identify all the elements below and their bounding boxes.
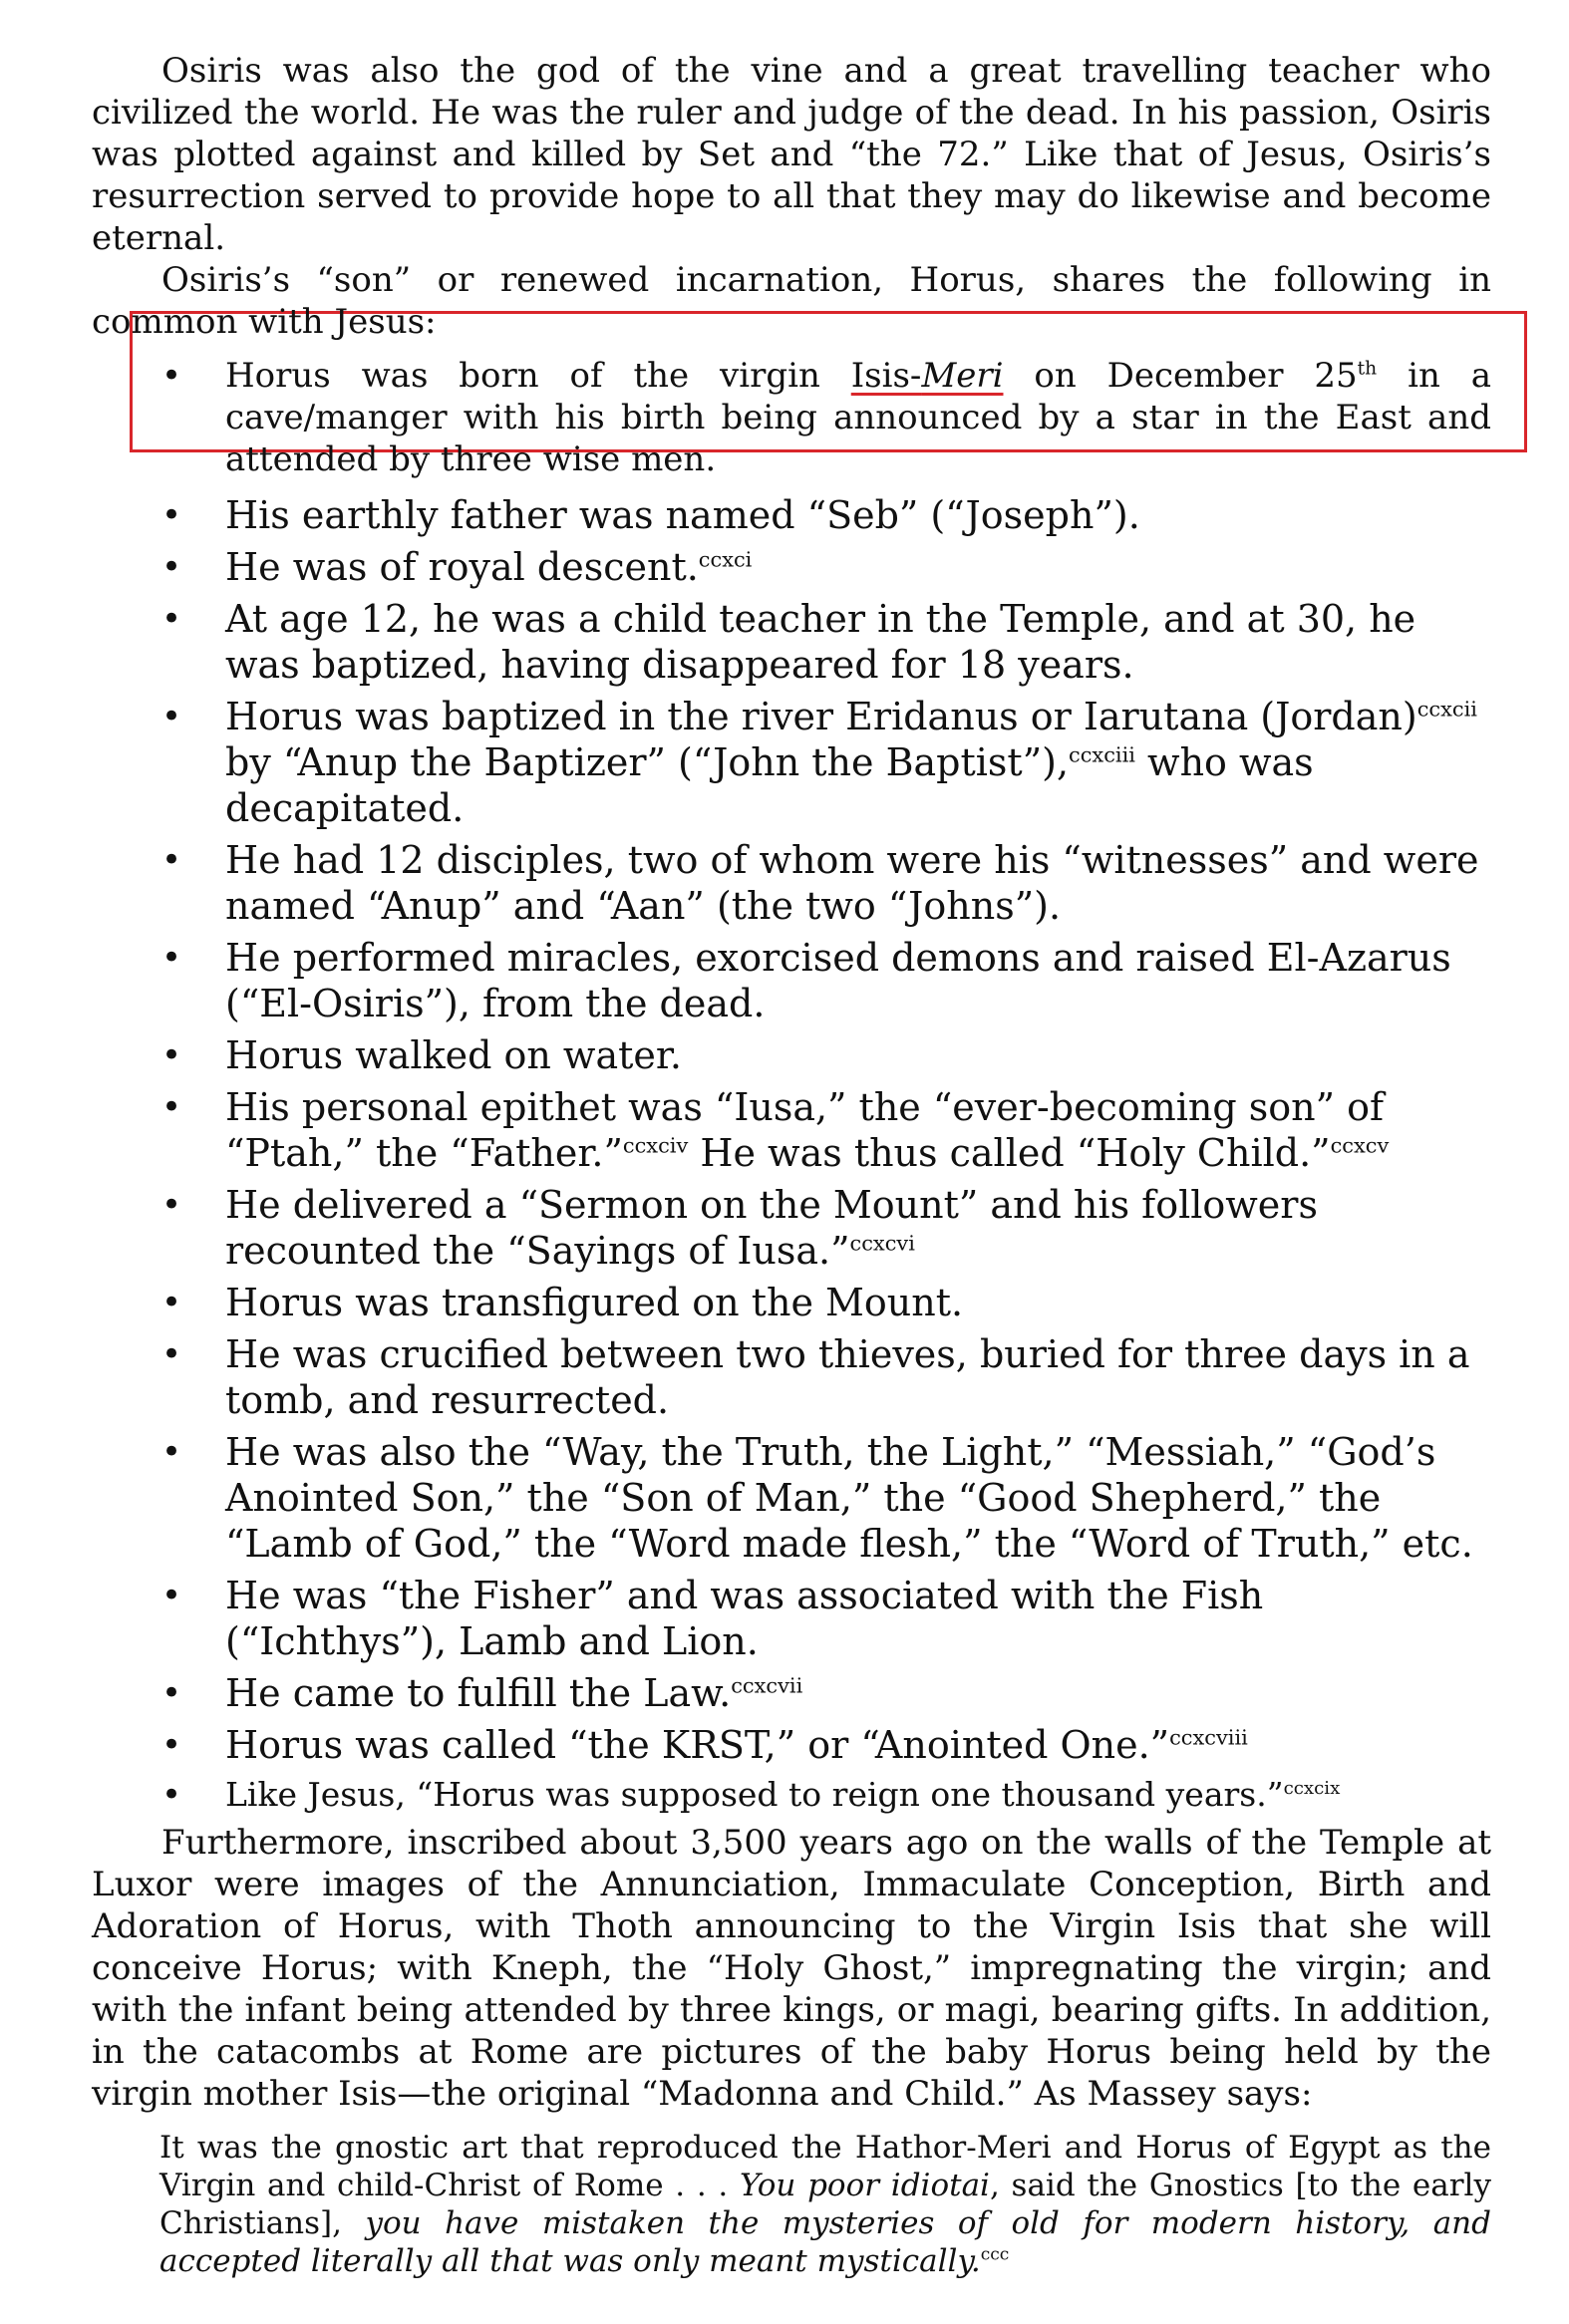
bullet-icon: • xyxy=(161,840,182,880)
outro-paragraph: Furthermore, inscribed about 3,500 years ago on the walls of the Temple at Luxor were images of the Annunciation, Immaculate Conception, Birth and Adoration of Horus, with Thoth announcing to the Virgin Isis that she will conceive Horus; with Kneph, the “Holy Ghost,” impregnating the virgin; and with the infant being attended by three kings, or magi, bearing gifts. In addition, in the catacombs at Rome are pictures of the baby Horus being held by the virgin mother Isis—the original “Madonna and Child.” As Massey says: xyxy=(92,1823,1491,2114)
block-quote: It was the gnostic art that reproduced the Hathor-Meri and Horus of Egypt as the Virgin and child-Christ of Rome . . . You poor idiotai, said the Gnostics [to the early Christians], you have mistaken the mysteries of old for modern history, and accepted literally all that was only meant mystically.$^{ccc}$ xyxy=(159,2130,1491,2279)
endnote-ref: ccxcvi xyxy=(849,1231,915,1256)
list-item: • He was also the “Way, the Truth, the Light,” “Messiah,” “God’s Anointed Son,” the “Son of Man,” the “Good Shepherd,” the “Lamb of God,” the “Word made flesh,” the “Word of Truth,” etc. xyxy=(161,1430,1473,1566)
intro-paragraph-2: Osiris’s “son” or renewed incarnation, Horus, shares the following in common with Jesus: xyxy=(92,260,1491,342)
highlighted-name: Isis-Meri xyxy=(850,356,1004,396)
list-item: • He came to fulfill the Law.$^{ccxcvii}$ xyxy=(161,1671,803,1715)
list-item: • Horus was baptized in the river Eridanus or Iarutana (Jordan)$^{ccxcii}$ by “Anup the Baptizer” (“John the Baptist”),$^{ccxciii}$ who was decapitated. xyxy=(161,695,1477,830)
list-item: • Horus was transfigured on the Mount. xyxy=(161,1281,964,1324)
bullet-icon: • xyxy=(161,1576,182,1615)
endnote-ref: ccxcviii xyxy=(1169,1725,1248,1750)
list-item: • Horus walked on water. xyxy=(161,1033,682,1077)
endnote-ref: ccxcvii xyxy=(731,1673,803,1698)
bullet-icon: • xyxy=(161,1035,182,1075)
endnote-ref: ccxciv xyxy=(622,1133,689,1158)
list-item: • Horus was called “the KRST,” or “Anointed One.”$^{ccxcviii}$ xyxy=(161,1723,1248,1767)
bullet-icon: • xyxy=(161,1725,182,1765)
list-item: • At age 12, he was a child teacher in the Temple, and at 30, he was baptized, having disappeared for 18 years. xyxy=(161,597,1416,687)
bullet-icon: • xyxy=(161,495,182,535)
endnote-ref: ccc xyxy=(980,2244,1010,2265)
bullet-icon: • xyxy=(161,1185,182,1225)
bullet-icon: • xyxy=(161,1334,182,1374)
bullet-icon: • xyxy=(161,356,182,396)
list-item-highlighted: • Horus was born of the virgin Isis-Meri on December 25th in a cave/manger with his birth being announced by a star in the East and attended by three wise men. xyxy=(161,356,1491,479)
bullet-icon: • xyxy=(161,1673,182,1713)
endnote-ref: ccxcv xyxy=(1330,1133,1390,1158)
bullet-icon: • xyxy=(161,1432,182,1472)
bullet-icon: • xyxy=(161,1283,182,1322)
endnote-ref: ccxcii xyxy=(1416,697,1477,722)
list-item: • His personal epithet was “Iusa,” the “ever-becoming son” of “Ptah,” the “Father.”$^{ccxciv}$ He was thus called “Holy Child.”$^{ccxcv}$ xyxy=(161,1085,1390,1175)
page xyxy=(92,50,1491,2280)
parallels-list xyxy=(92,355,1491,1816)
bullet-icon: • xyxy=(161,599,182,639)
list-item: • Like Jesus, “Horus was supposed to reign one thousand years.”$^{ccxcix}$ xyxy=(161,1775,1341,1815)
list-item: • His earthly father was named “Seb” (“Joseph”). xyxy=(161,493,1140,537)
bullet-icon: • xyxy=(161,1087,182,1127)
endnote-ref: ccxciii xyxy=(1069,742,1135,767)
bullet-icon: • xyxy=(161,1775,182,1815)
list-item: • He was crucified between two thieves, buried for three days in a tomb, and resurrected. xyxy=(161,1332,1470,1422)
list-item: • He performed miracles, exorcised demons and raised El-Azarus (“El-Osiris”), from the dead. xyxy=(161,936,1451,1025)
list-item: • He delivered a “Sermon on the Mount” and his followers recounted the “Sayings of Iusa.”$^{ccxcvi}$ xyxy=(161,1183,1318,1273)
list-item: • He had 12 disciples, two of whom were his “witnesses” and were named “Anup” and “Aan” (the two “Johns”). xyxy=(161,838,1479,928)
bullet-icon: • xyxy=(161,547,182,587)
bullet-icon: • xyxy=(161,938,182,978)
list-item: • He was “the Fisher” and was associated with the Fish (“Ichthys”), Lamb and Lion. xyxy=(161,1574,1264,1663)
endnote-ref: ccxci xyxy=(698,547,753,572)
intro-paragraph-1: Osiris was also the god of the vine and a great travelling teacher who civilized the world. He was the ruler and judge of the dead. In his passion, Osiris was plotted against and killed by Set and “the 72.” Like that of Jesus, Osiris’s resurrection served to provide hope to all that they may do likewise and become eternal. xyxy=(92,51,1491,258)
list-item: • He was of royal descent.$^{ccxci}$ xyxy=(161,545,753,589)
bullet-icon: • xyxy=(161,697,182,736)
endnote-ref: ccxcix xyxy=(1283,1778,1341,1799)
